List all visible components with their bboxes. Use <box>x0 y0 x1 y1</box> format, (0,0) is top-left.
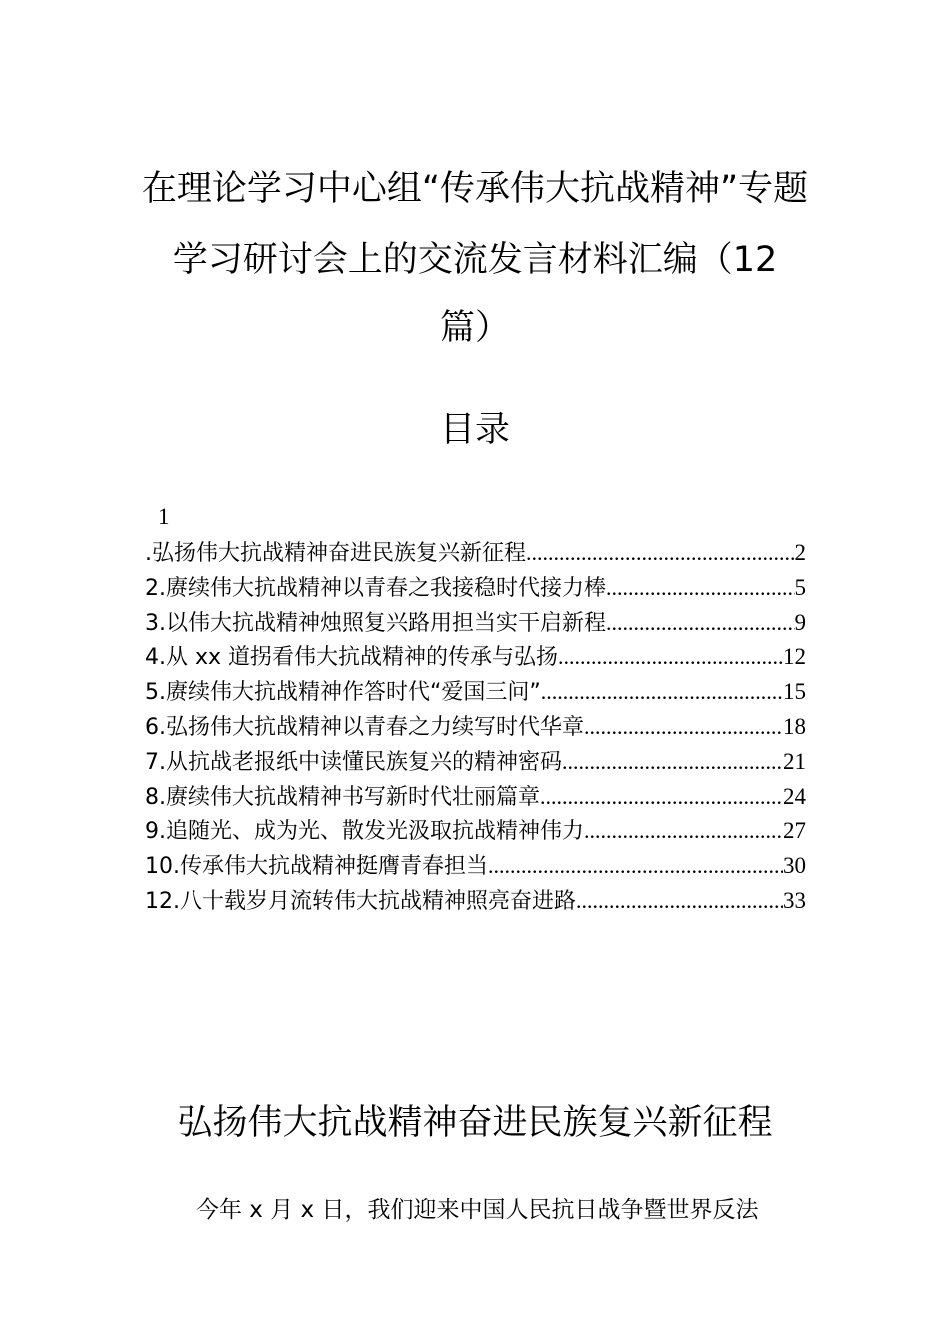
toc-orphan-number: 1 <box>158 504 170 529</box>
toc-entry-title: 7.从抗战老报纸中读懂民族复兴的精神密码 <box>145 749 562 775</box>
toc-entry[interactable] <box>145 814 806 849</box>
toc-entry-title: 10.传承伟大抗战精神挺膺青春担当 <box>145 854 488 880</box>
toc-dot-leader <box>584 814 783 849</box>
toc-entry-title: 6.弘扬伟大抗战精神以青春之力续写时代华章 <box>145 714 584 740</box>
body-paragraph: 今年 x 月 x 日，我们迎来中国人民抗日战争暨世界反法 <box>196 1197 759 1223</box>
toc-dot-leader <box>576 884 783 919</box>
toc-entry-title: 4.从 xx 道拐看伟大抗战精神的传承与弘扬 <box>145 645 559 671</box>
toc-dot-leader <box>606 606 795 641</box>
toc-entry-page-number: 15 <box>783 679 806 705</box>
toc-entry-title: 2.赓续伟大抗战精神以青春之我接稳时代接力棒 <box>145 575 606 601</box>
toc-entry-page-number: 24 <box>783 783 806 809</box>
toc-entry-title: 8.赓续伟大抗战精神书写新时代壮丽篇章 <box>145 784 540 810</box>
toc-dot-leader <box>541 675 783 710</box>
toc-entry[interactable] <box>145 675 806 710</box>
toc-dot-leader <box>558 640 783 675</box>
toc-dot-leader <box>488 849 783 884</box>
toc-entry-page-number: 12 <box>783 644 806 670</box>
toc-entry[interactable] <box>145 571 806 606</box>
toc-entry[interactable] <box>145 884 806 919</box>
toc-entry-title: 5.赓续伟大抗战精神作答时代“爱国三问” <box>145 680 541 706</box>
toc-heading: 目录 <box>439 410 510 450</box>
toc-entry-page-number: 5 <box>794 574 806 600</box>
toc-dot-leader <box>562 745 783 780</box>
toc-entry[interactable] <box>145 780 806 815</box>
toc-entry[interactable] <box>145 536 806 571</box>
toc-entry-title: .弘扬伟大抗战精神奋进民族复兴新征程 <box>145 541 526 566</box>
toc-entry[interactable] <box>145 640 806 675</box>
toc-entry-page-number: 33 <box>783 887 806 913</box>
toc-entry[interactable] <box>145 745 806 780</box>
toc-entry-page-number: 2 <box>794 540 806 565</box>
toc-entry-title: 3.以伟大抗战精神烛照复兴路用担当实干启新程 <box>145 610 606 636</box>
toc-dot-leader <box>540 780 783 815</box>
document-title-line-2: 学习研讨会上的交流发言材料汇编（12 <box>172 240 778 280</box>
toc-dot-leader <box>584 710 783 745</box>
toc-entry-page-number: 30 <box>783 853 806 879</box>
toc-entry-title: 9.追随光、成为光、散发光汲取抗战精神伟力 <box>145 819 584 845</box>
toc-entry[interactable] <box>145 849 806 884</box>
toc-dot-leader <box>606 571 795 606</box>
document-title-line-1: 在理论学习中心组“传承伟大抗战精神”专题 <box>141 169 809 209</box>
toc-entry-title: 12.八十载岁月流转伟大抗战精神照亮奋进路 <box>145 888 576 914</box>
toc-entry-page-number: 18 <box>783 713 806 739</box>
toc-entry[interactable] <box>145 710 806 745</box>
table-of-contents <box>145 536 806 919</box>
toc-entry[interactable] <box>145 606 806 641</box>
toc-entry-page-number: 9 <box>794 609 806 635</box>
section-title: 弘扬伟大抗战精神奋进民族复兴新征程 <box>177 1103 773 1143</box>
toc-entry-page-number: 27 <box>783 818 806 844</box>
toc-dot-leader <box>526 536 795 571</box>
document-title-line-3: 篇） <box>439 308 510 348</box>
toc-entry-page-number: 21 <box>783 748 806 774</box>
